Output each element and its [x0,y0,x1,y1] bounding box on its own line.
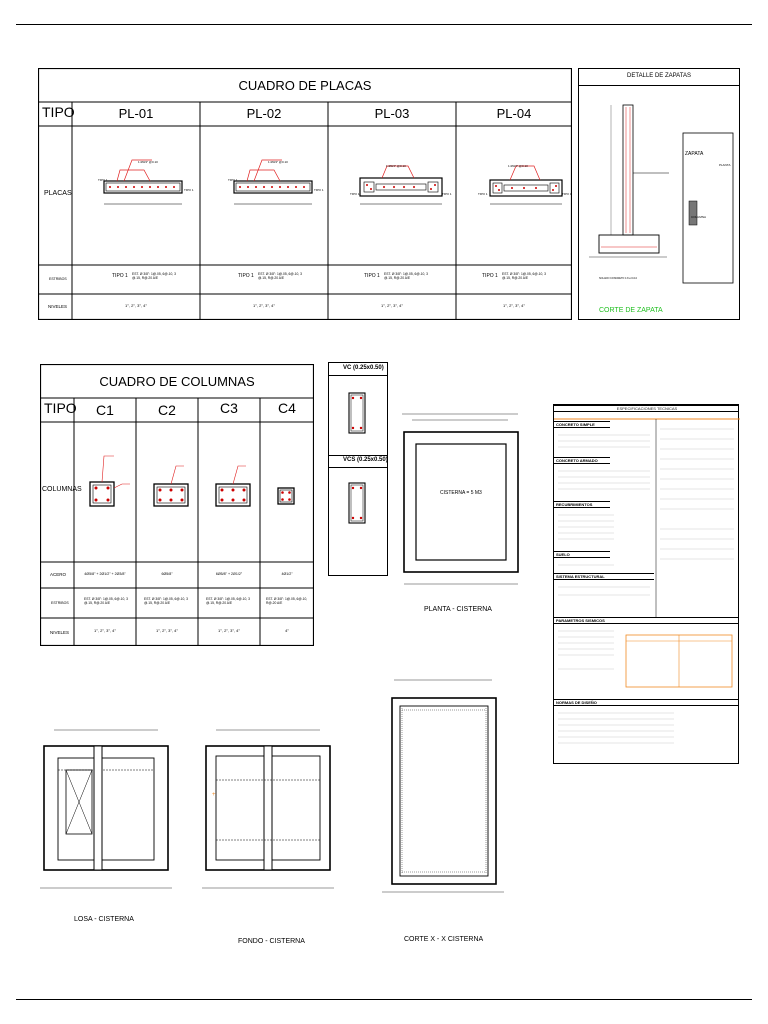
pl04-estribo-text: EST. Ø 3/8": 1@.05, 6@.10, 3 @.15, R@.20 A/E [502,272,546,280]
placas-row-niveles: NIVELES [48,304,68,309]
spec-title: ESPECIFICACIONES TECNICAS [554,405,738,412]
placas-tipo-header: TIPO [42,104,75,120]
columnas-type-2: C2 [158,402,176,418]
placa-pl04-drawing [490,166,562,204]
pl01-bar-label: 1 Ø3/4" @0.10 [138,160,158,164]
spec-sistema: SISTEMA ESTRUCTURAL [554,573,654,580]
fondo-cisterna-title: FONDO - CISTERNA [238,938,305,945]
fondo-cisterna-drawing [202,720,334,910]
zapata-plan-title: ZAPATA [685,151,704,157]
c3-estribos: EST. Ø 3/8": 1@.05, 6@.10, 3 @.15, R@.20 A/E [206,597,250,605]
placa-pl03-drawing [360,166,442,204]
pl03-tipo1-label: TIPO 1 [350,192,360,196]
pl02-tipo1-label: TIPO 1 [228,178,238,182]
columnas-title: CUADRO DE COLUMNAS [99,374,255,389]
c2-niveles: 1°, 2°, 3°, 4° [156,628,178,633]
c2-acero: 6Ø5/8" [161,572,173,576]
placas-type-2: PL-02 [246,106,282,121]
pl03-estribo-tipo: TIPO 1 [364,273,380,279]
c2-estribos: EST. Ø 3/8": 1@.05, 6@.10, 3 @.15, R@.20 A/E [144,597,188,605]
losa-cisterna-title: LOSA - CISTERNA [74,916,134,923]
column-c4-drawing [278,488,294,504]
pl04-niveles: 1°, 2°, 3°, 4° [503,303,525,308]
cisterna-volume-label: CISTERNA = 5 M3 [440,490,482,496]
vc-title: VC (0.25x0.50) [343,365,384,371]
pl02-estribo-text: EST. Ø 3/8": 1@.05, 6@.10, 3 @.15, R@.20 A/E [258,272,302,280]
columnas-row-columnas: COLUMNAS [42,486,82,493]
c1-acero: 4Ø5/8" + 2Ø1/2" + 2Ø3/8" [84,572,126,576]
zapata-solado-label: SOLADO CONCRETO 1:8 e=0.10 [599,277,637,280]
placa-pl02-drawing [234,160,312,204]
pl01-estribo-text: EST. Ø 3/8": 1@.05, 6@.10, 3 @.15, R@.20 A/E [132,272,176,280]
vigas-drawing [329,363,389,577]
pl04-tipo1-right: TIPO 1 [562,192,572,196]
spec-recubrimientos: RECUBRIMIENTOS [554,501,610,508]
column-c2-drawing [154,466,188,506]
pl04-tipo1-label: TIPO 1 [478,192,488,196]
placas-drawings [72,126,572,265]
pl03-tipo1-right: TIPO 1 [442,192,452,196]
zapata-planta-label: PLANTA [719,163,731,167]
columnas-type-4: C4 [278,400,296,416]
placas-type-4: PL-04 [496,106,532,121]
columnas-row-acero: ACERO [50,572,67,577]
placa-pl01-drawing [104,160,182,204]
placas-table [38,68,572,320]
corte-cisterna-title: CORTE X - X CISTERNA [404,936,484,943]
zapatas-drawing [579,85,739,321]
pl02-tipo1-right: TIPO 1 [314,188,324,192]
spec-lines [554,405,740,765]
columnas-table [40,364,314,646]
pl04-estribo-tipo: TIPO 1 [482,273,498,279]
pl01-estribo-tipo: TIPO 1 [112,273,128,279]
spec-concreto-armado: CONCRETO ARMADO [554,457,610,464]
pl02-estribo-tipo: TIPO 1 [238,273,254,279]
pl01-tipo1-right: TIPO 1 [184,188,194,192]
planta-cisterna-title: PLANTA - CISTERNA [424,606,492,613]
columnas-type-3: C3 [220,400,238,416]
spec-sismicos: PARAMETROS SISMICOS [554,617,738,624]
zapatas-panel [578,68,740,320]
spec-suelo: SUELO [554,551,610,558]
c1-niveles: 1°, 2°, 3°, 4° [94,628,116,633]
corte-zapata-title: CORTE DE ZAPATA [599,307,663,314]
vcs-title: VCS (0.25x0.50) [343,457,388,463]
pl01-tipo1-label: TIPO 1 [98,178,108,182]
columnas-row-niveles: NIVELES [50,630,70,635]
c1-estribos: EST. Ø 3/8": 1@.05, 6@.10, 3 @.15, R@.20 A/E [84,597,128,605]
column-c3-drawing [216,466,250,506]
placas-type-1: PL-01 [118,106,154,121]
pl01-niveles: 1°, 2°, 3°, 4° [125,303,147,308]
corte-cisterna-drawing [378,672,508,898]
placas-title: CUADRO DE PLACAS [238,78,372,93]
spec-concreto-simple: CONCRETO SIMPLE [554,421,610,428]
placas-row-placas: PLACAS [44,190,72,197]
pl04-bar-label: 1 Ø3/4" @0.10 [508,164,528,168]
c4-estribos: EST. Ø 3/8": 1@.05, 6@.10, R@.20 A/E [266,597,308,605]
pl02-niveles: 1°, 2°, 3°, 4° [253,303,275,308]
pl03-niveles: 1°, 2°, 3°, 4° [381,303,403,308]
losa-cisterna-drawing [40,720,172,910]
columnas-type-1: C1 [96,402,114,418]
columnas-tipo-header: TIPO [44,400,77,416]
columnas-row-estribos: ESTRIBOS [51,601,69,605]
c3-niveles: 1°, 2°, 3°, 4° [218,628,240,633]
vigas-panel [328,362,388,576]
zapatas-title: DETALLE DE ZAPATAS [627,73,691,79]
c3-acero: 6Ø5/8" + 2Ø1/2" [215,572,243,576]
planta-cisterna-drawing [396,408,526,598]
svg-text:+: + [212,792,216,798]
column-c1-drawing [90,456,130,506]
c4-niveles: 4° [285,628,289,633]
pl03-estribo-text: EST. Ø 3/8": 1@.05, 6@.10, 3 @.15, R@.20 A/E [384,272,428,280]
c4-acero: 4Ø1/2" [281,572,293,576]
pl02-bar-label: 1 Ø3/4" @0.10 [268,160,288,164]
spec-panel [553,404,739,764]
pl03-bar-label: 1 Ø3/4" @0.10 [386,164,406,168]
placas-row-estribos: ESTRIBOS [49,277,67,281]
placas-type-3: PL-03 [374,106,410,121]
columnas-drawings [74,422,314,562]
spec-normas: NORMAS DE DISEÑO [554,699,738,706]
zapata-columna-label: COLUMNA [691,215,707,219]
